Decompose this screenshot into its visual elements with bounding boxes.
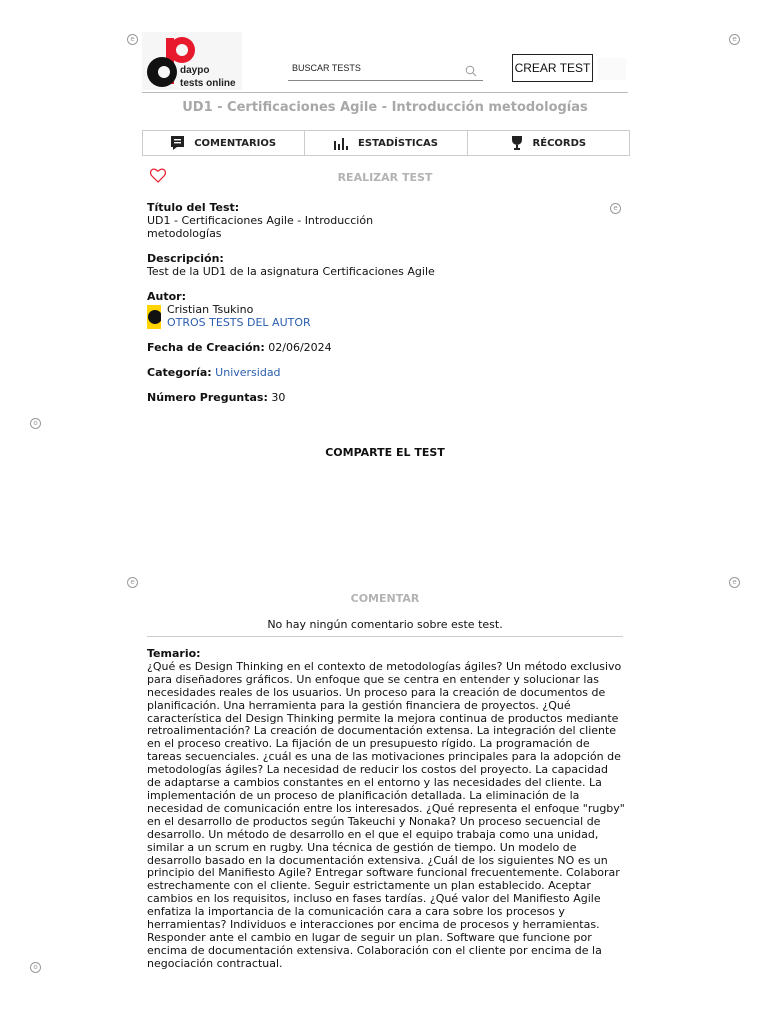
temario-section <box>147 648 625 971</box>
descripcion-value: Test de la UD1 de la asignatura Certificaciones Agile <box>147 265 435 278</box>
comentar-button[interactable]: COMENTAR <box>350 592 420 605</box>
temario-text: ¿Qué es Design Thinking en el contexto de metodologías ágiles? Un método exclusivo para diseñadores gráficos. Un enfoque que se centra en entender y solucionar las necesidades reales de los usuarios. Un proceso para la creación de documentos de planificación. Una herramienta para la gestión financiera de proyectos. ¿Qué característica del Design Thinking permite la mejora continua de productos mediante retroalimentación? La creación de documentación extensa. La integración del cliente en el proceso creativo. La fijación de un presupuesto rígido. La programación de tareas secuenciales. ¿cuál es una de las motivaciones principales para la adopción de metodologías ágiles? La necesidad de reducir los costos del proyecto. La capacidad de adaptarse a cambios constantes en el entorno y las necesidades del cliente. La implementación de un proceso de planificación detallada. La eliminación de la necesidad de comunicación entre los interesados. ¿Qué representa el enfoque "rugby" en el desarrollo de productos según Takeuchi y Nonaka? Un proceso secuencial de desarrollo. Un método de desarrollo en el que el equipo trabaja como una unidad, similar a un scrum en rugby. Una técnica de gestión de tiempo. Un modelo de desarrollo basado en la documentación extensiva. ¿Cuál de los siguientes NO es un principio del Manifiesto Agile? Entregar software funcional frecuentemente. Colaborar estrechamente con el cliente. Seguir estrictamente un plan establecido. Aceptar cambios en los requisitos, incluso en fases tardías. ¿Qué valor del Manifiesto Agile enfatiza la importancia de la comunicación cara a cara sobre los procesos y herramientas? Individuos e interacciones por encima de procesos y herramientas. Responder ante el cambio en lugar de seguir un plan. Software que funcione por encima de documentación extensiva. Colaboración con el cliente por encima de la negociación contractual. <box>147 659 625 970</box>
tab-estadisticas[interactable] <box>304 131 466 155</box>
categoria-label: Categoría: <box>147 366 212 379</box>
autor-label: Autor: <box>147 290 186 303</box>
fecha-value: 02/06/2024 <box>268 341 332 354</box>
favorite-heart-icon[interactable] <box>150 168 166 187</box>
titulo-label: Título del Test: <box>147 201 240 214</box>
ad-marker-icon: e <box>729 577 740 588</box>
bar-chart-icon <box>334 137 348 150</box>
tab-label: COMENTARIOS <box>194 137 277 149</box>
fecha-label: Fecha de Creación: <box>147 341 265 354</box>
daypo-logo[interactable] <box>142 32 242 90</box>
autor-name: Cristian Tsukino <box>167 303 254 316</box>
temario-label: Temario: <box>147 647 201 660</box>
search-placeholder: BUSCAR TESTS <box>292 63 361 73</box>
logo-text-line2: tests online <box>180 78 236 89</box>
comment-icon <box>171 136 184 150</box>
tab-label: RÉCORDS <box>532 137 587 149</box>
test-tabs <box>142 130 630 156</box>
site-header <box>142 30 628 93</box>
share-heading: COMPARTE EL TEST <box>325 446 445 459</box>
tab-comentarios[interactable] <box>143 131 304 155</box>
header-placeholder <box>598 58 626 80</box>
search-input[interactable] <box>288 58 483 81</box>
preguntas-value: 30 <box>271 391 286 404</box>
tab-records[interactable] <box>467 131 629 155</box>
page-title: UD1 - Certificaciones Agile - Introducción metodologías <box>182 100 588 115</box>
ad-marker-icon: o <box>30 962 41 973</box>
other-tests-link[interactable]: OTROS TESTS DEL AUTOR <box>167 316 311 329</box>
no-comments-text: No hay ningún comentario sobre este test. <box>147 618 623 637</box>
ad-marker-icon: o <box>30 418 41 429</box>
ad-marker-icon: e <box>127 577 138 588</box>
ad-marker-icon: e <box>610 203 621 214</box>
create-test-button[interactable]: CREAR TEST <box>512 54 593 82</box>
categoria-link[interactable]: Universidad <box>215 366 281 379</box>
search-icon[interactable] <box>465 62 477 81</box>
descripcion-label: Descripción: <box>147 252 224 265</box>
tab-label: ESTADÍSTICAS <box>358 137 438 149</box>
logo-text-line1: daypo <box>180 65 210 76</box>
avatar[interactable] <box>147 305 161 329</box>
preguntas-label: Número Preguntas: <box>147 391 268 404</box>
titulo-value: UD1 - Certificaciones Agile - Introducción metodologías <box>147 214 374 240</box>
ad-marker-icon: e <box>729 34 740 45</box>
trophy-icon <box>511 136 523 150</box>
ad-marker-icon: e <box>127 34 138 45</box>
test-info <box>147 201 437 416</box>
realizar-test-button[interactable]: REALIZAR TEST <box>337 171 433 184</box>
